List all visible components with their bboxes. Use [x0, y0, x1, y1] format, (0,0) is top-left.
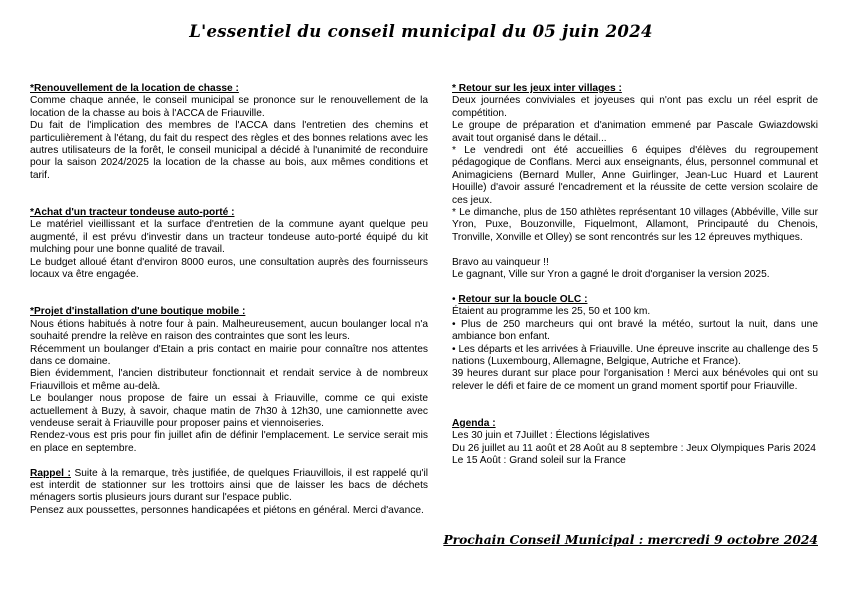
section-heading: *Projet d'installation d'une boutique mobile :: [30, 306, 246, 318]
paragraph: Rendez-vous est pris pour fin juillet afin de définir l'emplacement. Le service serait mis en place en septembre.: [30, 430, 428, 454]
bullet-paragraph: • Les départs et les arrivées à Friauville. Une épreuve inscrite au challenge des 5 nations (Luxembourg, Allemagne, Belgique, Autriche et France).: [452, 343, 818, 367]
right-column: [452, 83, 818, 468]
section-heading: * Retour sur les jeux inter villages :: [452, 83, 622, 94]
section-chasse: [30, 83, 428, 182]
paragraph: Bien évidemment, l'ancien distributeur fonctionnait et rendait service à de nombreux Friauvillois et même au-delà.: [30, 368, 428, 392]
page-title: L'essentiel du conseil municipal du 05 juin 2024: [189, 22, 653, 41]
section-boutique: [30, 306, 428, 455]
section-agenda: [452, 418, 818, 468]
rappel-label: Rappel :: [30, 467, 71, 479]
next-council-date: Prochain Conseil Municipal : mercredi 9 octobre 2024: [443, 532, 818, 547]
left-column: [30, 83, 428, 517]
rappel-text: Suite à la remarque, très justifiée, de quelques Friauvillois, il est rappelé qu'il est interdit de stationner sur les trottoirs ainsi que de laisser les bacs de déchets ménagers sortis plusieurs jours durant sur l'espace public.: [30, 467, 428, 504]
section-heading: *Achat d'un tracteur tondeuse auto-porté :: [30, 207, 235, 219]
paragraph: Deux journées conviviales et joyeuses qui n'ont pas exclu un réel esprit de compétition.: [452, 95, 818, 119]
paragraph: Le boulanger nous propose de faire un essai à Friauville, comme ce qui existe actuellement à Buzy, à savoir, chaque matin de 7h30 à 12h30, une camionnette avec vendeuse serait à Friauville pour proposer pains et viennoiseries.: [30, 393, 428, 429]
section-heading: *Renouvellement de la location de chasse :: [30, 83, 239, 94]
paragraph: Du fait de l'implication des membres de l'ACCA dans l'entretien des chemins et particulièrement à l'étang, du fait du respect des règles et des bonnes relations avec les autres utilisateurs de la forêt, le conseil municipal a décidé à l'unanimité de reconduire pour la saison 2024/2025 la location de la chasse au bois, aux mêmes conditions et tarif.: [30, 120, 428, 181]
agenda-item: Les 30 juin et 7Juillet : Élections législatives: [452, 430, 650, 442]
paragraph: Récemment un boulanger d'Etain a pris contact en mairie pour connaître nos attentes dans ce domaine.: [30, 343, 428, 367]
rappel-paragraph: [30, 468, 428, 505]
section-jeux: [452, 83, 818, 281]
section-tracteur: [30, 207, 428, 281]
bullet-icon: •: [452, 293, 459, 305]
bullet-icon: •: [452, 318, 462, 330]
paragraph: Le gagnant, Ville sur Yron a gagné le droit d'organiser la version 2025.: [452, 269, 770, 281]
section-rappel: [30, 468, 428, 518]
paragraph: Comme chaque année, le conseil municipal se prononce sur le renouvellement de la location de la chasse au bois à l'ACCA de Friauville.: [30, 95, 428, 119]
section-heading-row: [452, 294, 818, 306]
paragraph: Le budget alloué étant d'environ 8000 euros, une consultation auprès des fournisseurs locaux va être engagée.: [30, 256, 428, 281]
paragraph: Étaient au programme les 25, 50 et 100 km.: [452, 306, 651, 318]
paragraph: Bravo au vainqueur !!: [452, 256, 549, 268]
section-boucle: [452, 294, 818, 393]
bullet-paragraph: • Plus de 250 marcheurs qui ont bravé la météo, surtout la nuit, dans une ambiance bon enfant.: [452, 318, 818, 343]
section-heading: Retour sur la boucle OLC :: [458, 293, 588, 305]
paragraph: Le matériel vieillissant et la surface d'entretien de la commune ayant quelque peu augmenté, il est prévu d'investir dans un tracteur tondeuse auto-porté équipé du kit mulching pour une bonne qualité de travail.: [30, 219, 428, 256]
paragraph: * Le dimanche, plus de 150 athlètes représentant 10 villages (Abbéville, Ville sur Yron, Puxe, Bouzonville, Fiquelmont, Allamont, Principauté du Chenois, Tronville, Xonville et Olley) se sont rencontrés sur les 12 épreuves mythiques.: [452, 207, 818, 243]
bullet-icon: •: [452, 343, 459, 355]
paragraph: * Le vendredi ont été accueillies 6 équipes d'élèves du regroupement pédagogique de Conflans. Merci aux enseignants, élus, personnel communal et Animagiciens (Bernard Muller, Anne Guirlinger, Jean-Luc Huard et Laurent Houille) d'avoir assuré l'encadrement et la réussite de cette version scolaire de ces jeux.: [452, 145, 818, 206]
section-heading: Agenda :: [452, 417, 496, 429]
agenda-item: Du 26 juillet au 11 août et 28 Août au 8 septembre : Jeux Olympiques Paris 2024: [452, 442, 816, 454]
agenda-item: Le 15 Août : Grand soleil sur la France: [452, 455, 626, 467]
paragraph: Pensez aux poussettes, personnes handicapées et piétons en général. Merci d'avance.: [30, 504, 424, 516]
paragraph: Nous étions habitués à notre four à pain. Malheureusement, aucun boulanger local n'a souhaité prendre la relève en raison des contraintes que sont les leurs.: [30, 318, 428, 343]
paragraph: 39 heures durant sur place pour l'organisation ! Merci aux bénévoles qui ont su relever le défi et faire de ce moment un grand moment sportif pour Friauville.: [452, 368, 818, 392]
paragraph: Le groupe de préparation et d'animation emmené par Pascale Gwiazdowski avait tout organisé dans le détail...: [452, 120, 818, 144]
